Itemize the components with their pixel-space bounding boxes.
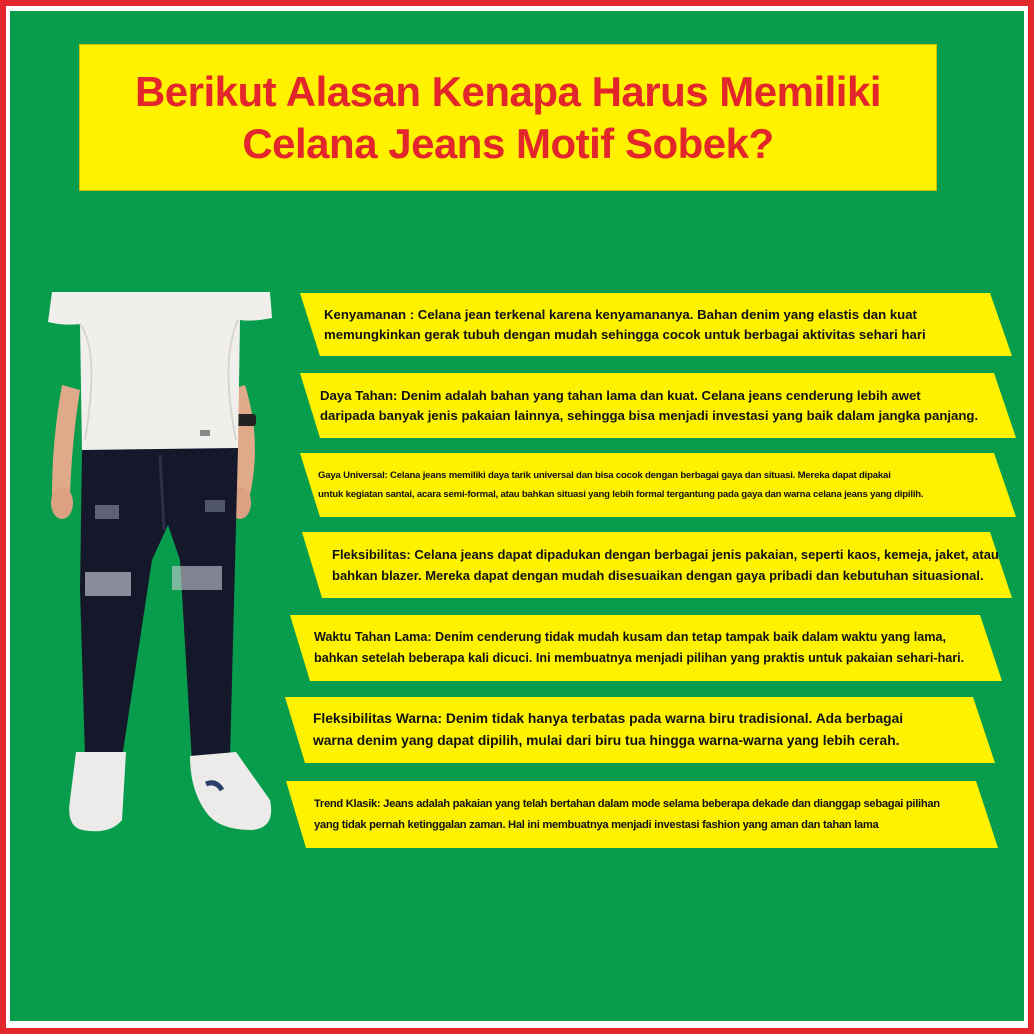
reason-text [332, 532, 999, 598]
reason-banner-long-lasting [290, 615, 1002, 681]
reason-line-2: bahkan blazer. Mereka dapat dengan mudah disesuaikan dengan gaya pribadi dan kebutuhan situasional. [332, 568, 984, 583]
reason-line-2: untuk kegiatan santai, acara semi-formal, atau bahkan situasi yang lebih formal tergantung pada gaya dan warna celana jeans yang dipilih. [318, 489, 924, 500]
reason-line-1: Waktu Tahan Lama: Denim cenderung tidak mudah kusam dan tetap tampak baik dalam waktu yang lama, [314, 630, 946, 644]
title-line-1: Berikut Alasan Kenapa Harus Memiliki [134, 67, 882, 115]
reason-text [324, 293, 926, 356]
model-wearing-ripped-jeans-illustration [40, 290, 290, 840]
reason-line-1: Gaya Universal: Celana jeans memiliki daya tarik universal dan bisa cocok dengan berbagai gaya dan situasi. Mereka dapat dipakai [318, 470, 891, 481]
reason-text [318, 453, 923, 517]
reason-line-2: bahkan setelah beberapa kali dicuci. Ini membuatnya menjadi pilihan yang praktis untuk pakaian sehari-hari. [314, 651, 965, 665]
reason-line-2: daripada banyak jenis pakaian lainnya, sehingga bisa menjadi investasi yang baik dalam jangka panjang. [320, 407, 979, 423]
reason-text [313, 697, 903, 763]
reason-text [314, 781, 940, 848]
reason-text [314, 615, 964, 681]
reason-line-2: yang tidak pernah ketinggalan zaman. Hal ini membuatnya menjadi investasi fashion yang aman dan tahan lama [314, 818, 879, 831]
title-line-2: Celana Jeans Motif Sobek? [242, 119, 774, 167]
reason-line-1: Trend Klasik: Jeans adalah pakaian yang telah bertahan dalam mode selama beberapa dekade dan dianggap sebagai pilihan [314, 797, 940, 810]
title-banner [79, 44, 937, 191]
reason-line-1: Daya Tahan: Denim adalah bahan yang tahan lama dan kuat. Celana jeans cenderung lebih awet [320, 387, 921, 403]
reason-line-1: Fleksibilitas Warna: Denim tidak hanya terbatas pada warna biru tradisional. Ada berbagai [313, 711, 904, 726]
reason-line-1: Fleksibilitas: Celana jeans dapat dipadukan dengan berbagai jenis pakaian, seperti kaos, kemeja, jaket, atau [332, 547, 999, 562]
reason-banner-durability [300, 373, 1016, 438]
reason-banner-flexibility [302, 532, 1012, 598]
reason-line-2: warna denim yang dapat dipilih, mulai dari biru tua hingga warna-warna yang lebih cerah. [313, 733, 900, 748]
reason-banner-classic-trend [286, 781, 998, 848]
reason-banner-universal-style [300, 453, 1016, 517]
reason-line-2: memungkinkan gerak tubuh dengan mudah sehingga cocok untuk berbagai aktivitas sehari hari [324, 326, 926, 342]
reason-line-1: Kenyamanan : Celana jean terkenal karena kenyamananya. Bahan denim yang elastis dan kuat [324, 306, 917, 322]
reason-banner-color-flexibility [285, 697, 995, 763]
reason-banner-comfort [300, 293, 1012, 356]
reason-text [320, 373, 978, 438]
page-title [135, 66, 881, 170]
